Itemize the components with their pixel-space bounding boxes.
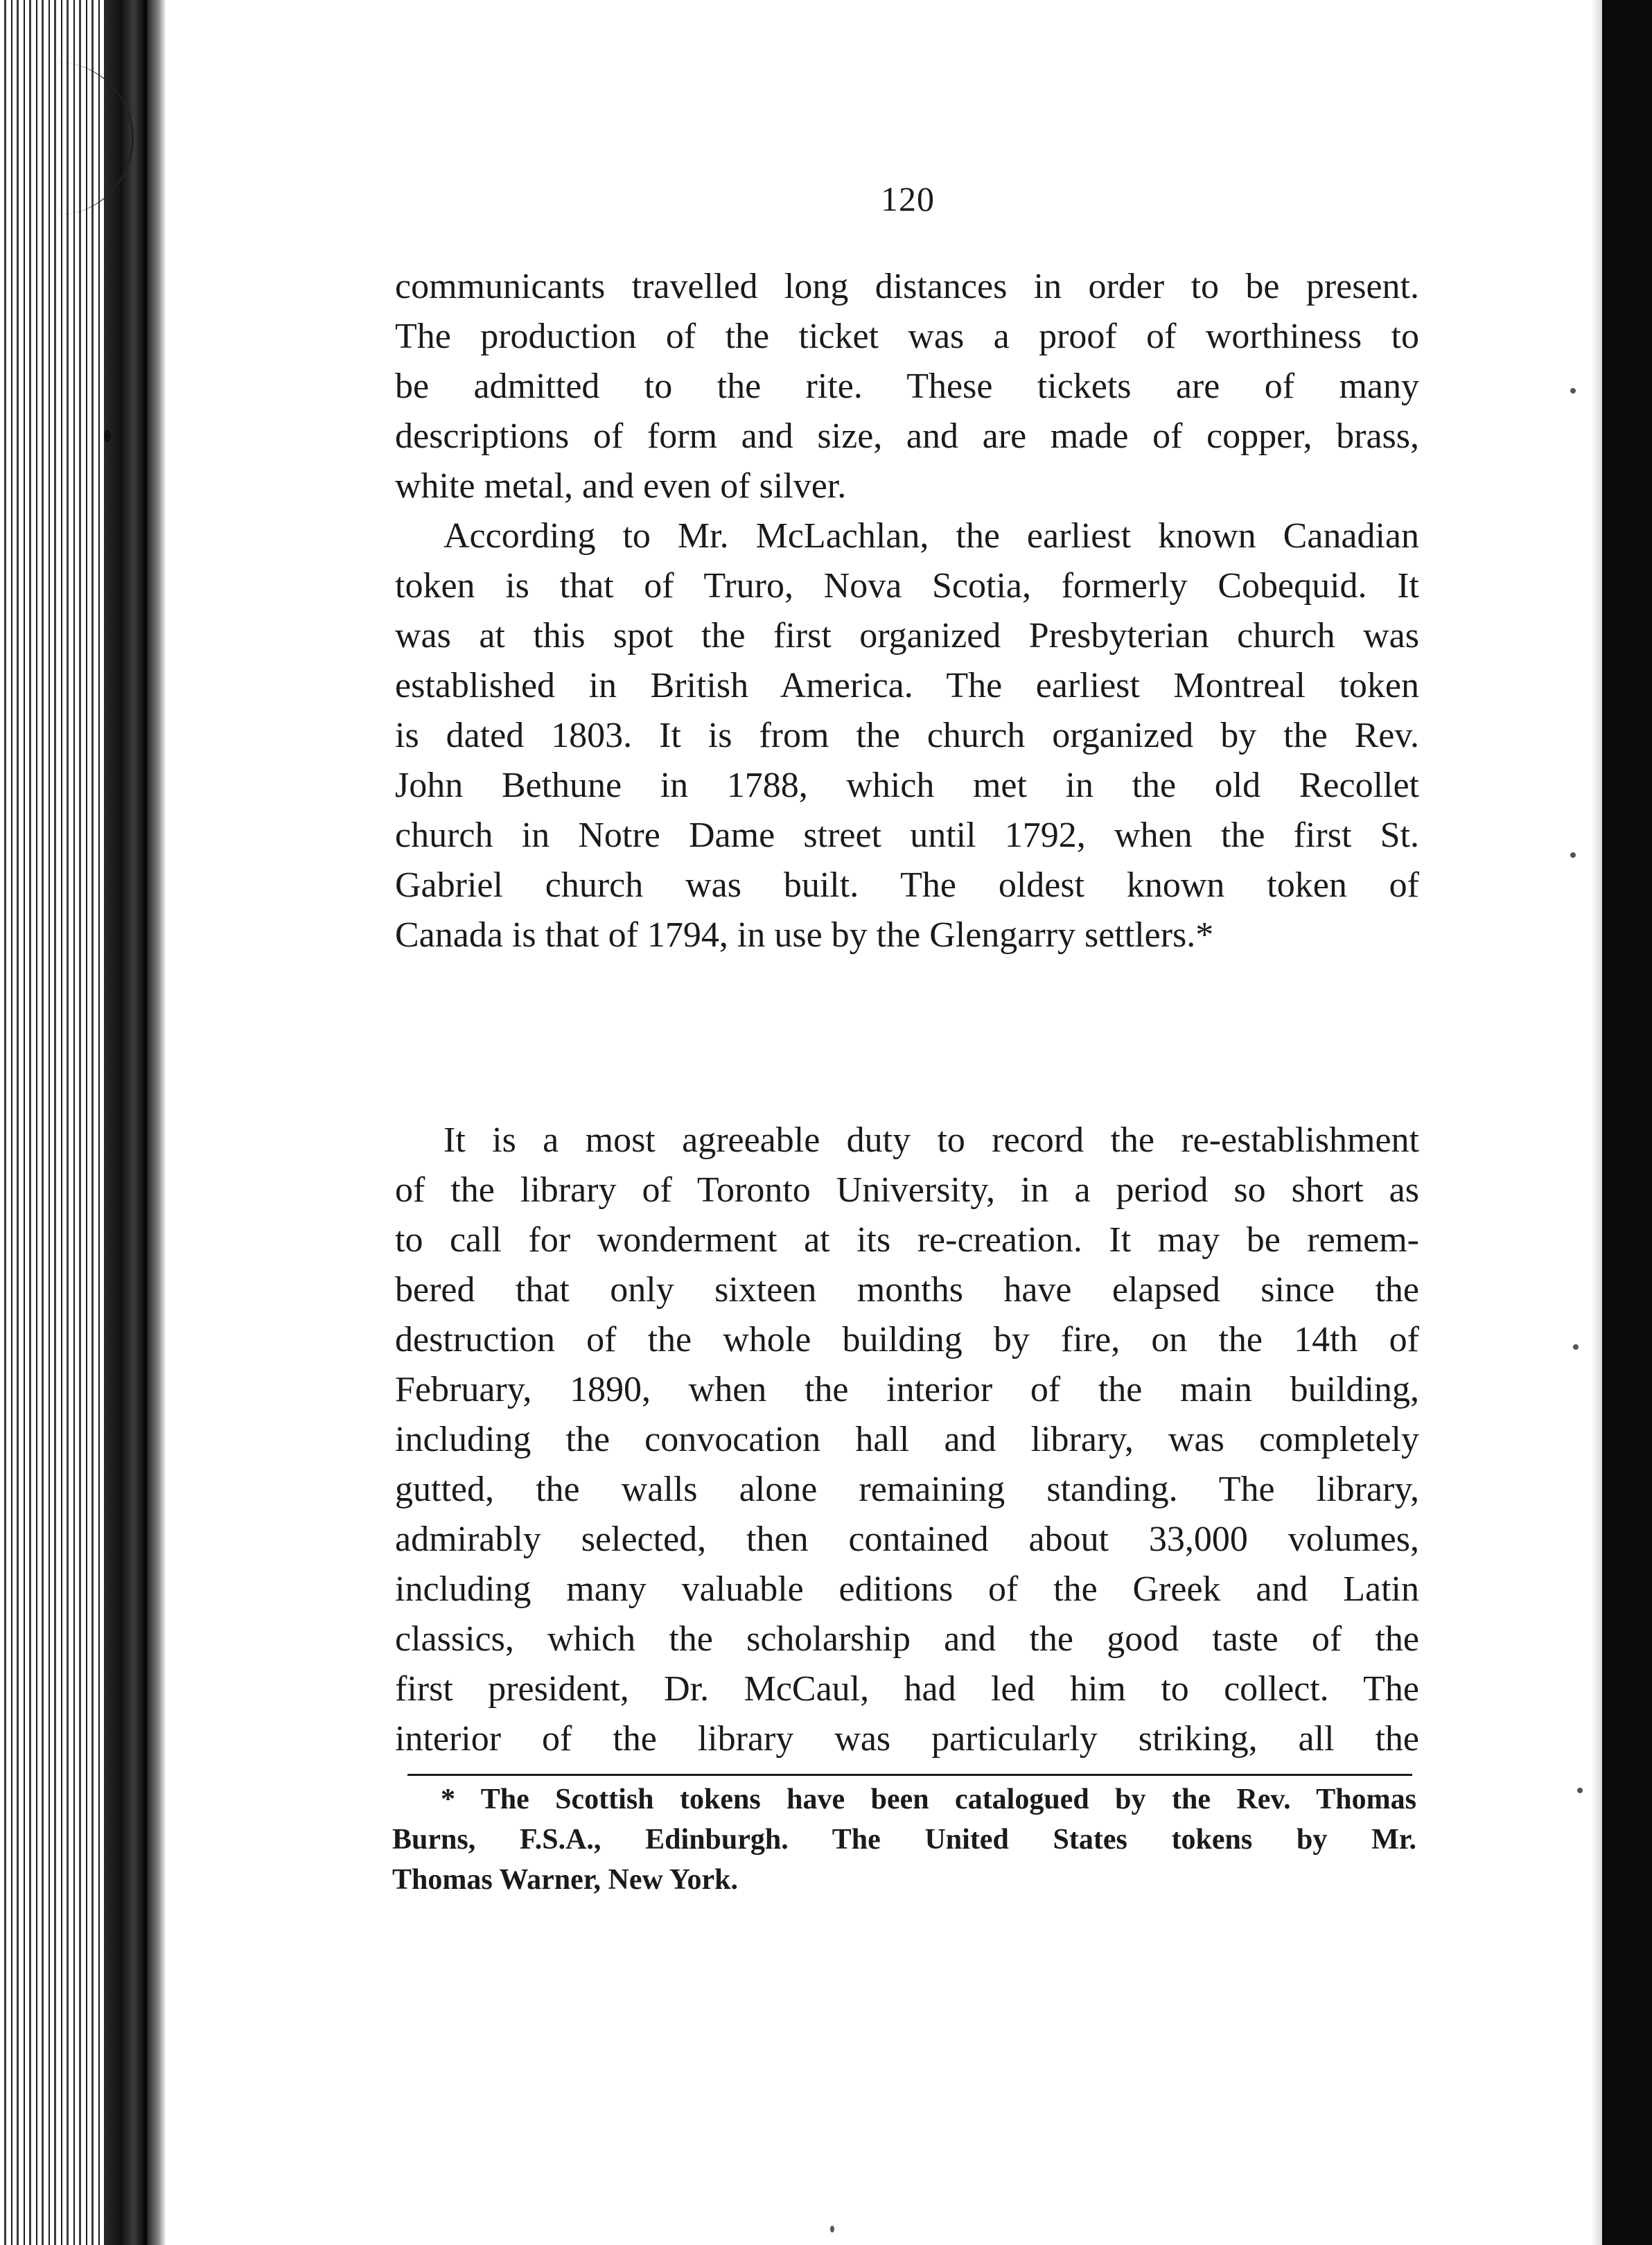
text-line: is dated 1803. It is from the church organized by the Rev. — [395, 716, 1419, 755]
text-line: to call for wonderment at its re-creation. It may be remem- — [395, 1220, 1419, 1260]
text-line: communicants travelled long distances in order to be present. — [395, 267, 1419, 306]
text-line: interior of the library was particularly striking, all the — [395, 1719, 1419, 1759]
text-line: including the convocation hall and library, was completely — [395, 1420, 1419, 1459]
text-line: first president, Dr. McCaul, had led him to collect. The — [395, 1669, 1419, 1709]
scan-speck — [1570, 852, 1576, 858]
scan-speck — [104, 430, 111, 442]
footnote — [392, 1779, 1416, 1900]
book-spine-fade — [147, 0, 166, 2245]
footnote-line: Thomas Warner, New York. — [392, 1864, 738, 1896]
scan-speck — [1573, 1344, 1579, 1350]
text-line: church in Notre Dame street until 1792, when the first St. — [395, 816, 1419, 855]
text-line: descriptions of form and size, and are made of copper, brass, — [395, 416, 1419, 456]
right-scan-border — [1602, 0, 1652, 2245]
text-line: John Bethune in 1788, which met in the old Recollet — [395, 766, 1419, 805]
scan-speck — [1570, 388, 1576, 394]
text-line: be admitted to the rite. These tickets are of many — [395, 367, 1419, 406]
text-line: Canada is that of 1794, in use by the Glengarry settlers.* — [395, 915, 1214, 955]
paragraph-2 — [395, 511, 1419, 960]
right-page-shadow — [1591, 0, 1602, 2245]
text-line: According to Mr. McLachlan, the earliest known Canadian — [443, 516, 1419, 556]
footnote-line: * The Scottish tokens have been catalogued by the Rev. Thomas — [441, 1784, 1416, 1815]
text-line: February, 1890, when the interior of the main building, — [395, 1370, 1419, 1409]
footnote-line: Burns, F.S.A., Edinburgh. The United States tokens by Mr. — [392, 1824, 1416, 1856]
paragraph-3 — [395, 1116, 1419, 1764]
text-line: token is that of Truro, Nova Scotia, formerly Cobequid. It — [395, 566, 1419, 606]
text-line: established in British America. The earliest Montreal token — [395, 666, 1419, 705]
text-line: The production of the ticket was a proof of worthiness to — [395, 317, 1419, 356]
scan-speck — [830, 2226, 834, 2233]
page-number: 120 — [881, 179, 935, 218]
text-line: classics, which the scholarship and the good taste of the — [395, 1619, 1419, 1659]
text-line: destruction of the whole building by fire, on the 14th of — [395, 1320, 1419, 1359]
text-line: gutted, the walls alone remaining standing. The library, — [395, 1470, 1419, 1509]
scan-speck — [1577, 1788, 1583, 1793]
book-spine-shadow — [104, 0, 147, 2245]
footnote-divider — [407, 1774, 1412, 1776]
text-line: admirably selected, then contained about 33,000 volumes, — [395, 1520, 1419, 1559]
text-line: It is a most agreeable duty to record the re-establishment — [443, 1120, 1419, 1160]
paragraph-1 — [395, 262, 1419, 511]
text-line: Gabriel church was built. The oldest known token of — [395, 865, 1419, 905]
text-line: white metal, and even of silver. — [395, 466, 847, 506]
text-line: including many valuable editions of the Greek and Latin — [395, 1569, 1419, 1609]
text-line: of the library of Toronto University, in a period so short as — [395, 1170, 1419, 1210]
text-line: bered that only sixteen months have elapsed since the — [395, 1270, 1419, 1310]
text-line: was at this spot the first organized Presbyterian church was — [395, 616, 1419, 655]
